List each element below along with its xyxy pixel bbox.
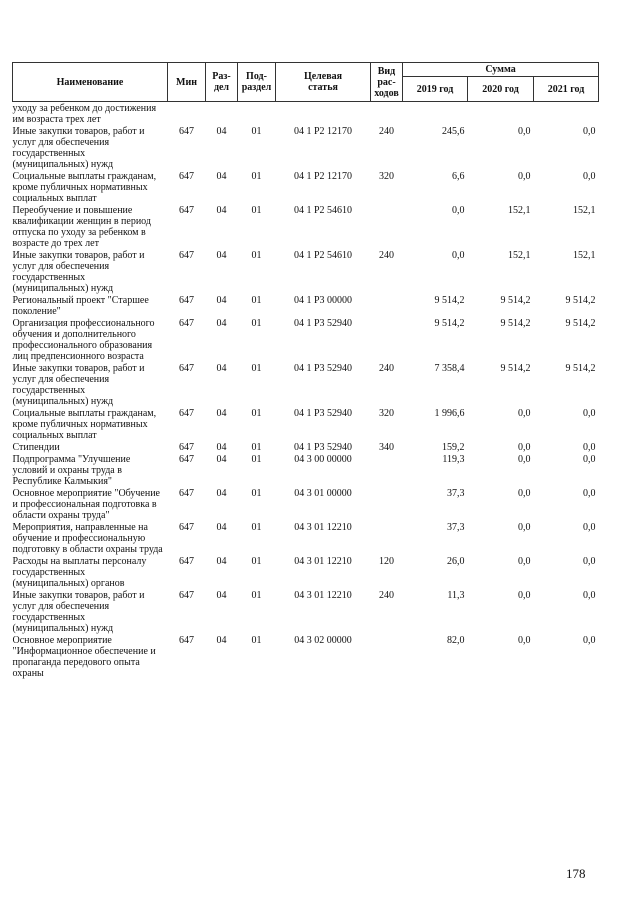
table-row — [13, 590, 599, 635]
cell-sum-2019: 245,6 — [442, 126, 465, 137]
table-row — [13, 363, 599, 408]
cell-vid-rashodov: 320 — [379, 408, 394, 419]
cell-razdel: 04 — [216, 454, 227, 465]
table-row — [13, 318, 599, 363]
cell-name: Иные закупки товаров, работ и услуг для обеспечения государственных (муниципальных) нужд — [12, 590, 145, 634]
header-vid-rashodov: Вид рас- ходов — [371, 63, 403, 102]
cell-name: Мероприятия, направленные на обучение и профессиональную подготовку в области охраны труда — [12, 522, 163, 555]
cell-min: 647 — [179, 408, 194, 419]
cell-name: Региональный проект "Старшее поколение" — [12, 295, 149, 317]
cell-sum-2019: 37,3 — [447, 522, 465, 533]
cell-podrazdel: 01 — [251, 171, 262, 182]
cell-razdel: 04 — [216, 363, 227, 374]
header-year-2019: 2019 год — [403, 77, 468, 102]
cell-sum-2020: 0,0 — [518, 488, 531, 499]
cell-name: Основное мероприятие "Информационное обеспечение и пропаганда передового опыта охраны — [12, 635, 156, 679]
cell-celevaya-statya: 04 3 00 00000 — [294, 454, 352, 465]
cell-min: 647 — [179, 488, 194, 499]
header-name: Наименование — [13, 63, 168, 102]
cell-sum-2021: 0,0 — [583, 408, 596, 419]
cell-sum-2019: 0,0 — [452, 205, 465, 216]
cell-vid-rashodov — [371, 295, 403, 318]
cell-celevaya-statya: 04 3 02 00000 — [294, 635, 352, 646]
cell-min: 647 — [179, 295, 194, 306]
cell-min: 647 — [179, 126, 194, 137]
cell-celevaya-statya: 04 1 Р2 54610 — [293, 205, 353, 216]
cell-sum-2020: 152,1 — [508, 250, 531, 261]
cell-name: Основное мероприятие "Обучение и профессиональная подготовка в области охраны труда" — [12, 488, 160, 521]
cell-podrazdel: 01 — [251, 205, 262, 216]
cell-razdel: 04 — [216, 318, 227, 329]
cell-vid-rashodov — [371, 488, 403, 522]
header-podrazdel: Под- раздел — [238, 63, 276, 102]
cell-vid-rashodov: 240 — [379, 126, 394, 137]
cell-name: уходу за ребенком до достижения им возраста трех лет — [12, 103, 157, 125]
cell-sum-2020: 0,0 — [518, 522, 531, 533]
cell-sum-2020: 9 514,2 — [500, 363, 531, 374]
cell-sum-2020: 0,0 — [518, 556, 531, 567]
cell-sum-2020: 0,0 — [518, 442, 531, 453]
cell-celevaya-statya: 04 3 01 12210 — [294, 590, 352, 601]
cell-sum-2021: 9 514,2 — [565, 295, 596, 306]
cell-celevaya-statya: 04 1 Р2 12170 — [293, 126, 353, 137]
cell-vid-rashodov — [371, 454, 403, 488]
cell-min: 647 — [179, 454, 194, 465]
cell-podrazdel — [238, 102, 276, 127]
cell-sum-2019: 0,0 — [452, 250, 465, 261]
cell-sum-2021: 0,0 — [583, 635, 596, 646]
cell-sum-2020: 152,1 — [508, 205, 531, 216]
cell-sum-2020: 9 514,2 — [500, 318, 531, 329]
cell-sum-2021: 9 514,2 — [565, 363, 596, 374]
cell-celevaya-statya — [276, 102, 371, 127]
cell-vid-rashodov: 240 — [379, 590, 394, 601]
cell-min: 647 — [179, 205, 194, 216]
cell-vid-rashodov — [371, 318, 403, 363]
header-celevaya-statya: Целевая статья — [276, 63, 371, 102]
cell-celevaya-statya: 04 3 01 12210 — [294, 556, 352, 567]
cell-sum-2020: 0,0 — [518, 408, 531, 419]
cell-vid-rashodov: 240 — [379, 363, 394, 374]
cell-celevaya-statya: 04 1 Р2 54610 — [293, 250, 353, 261]
cell-min: 647 — [179, 442, 194, 453]
cell-name: Подпрограмма "Улучшение условий и охраны труда в Республике Калмыкия" — [12, 454, 131, 487]
cell-sum-2021: 0,0 — [583, 590, 596, 601]
cell-min: 647 — [179, 590, 194, 601]
cell-min — [168, 102, 206, 127]
cell-sum-2021: 152,1 — [573, 205, 596, 216]
cell-razdel: 04 — [216, 408, 227, 419]
cell-sum-2021: 0,0 — [583, 126, 596, 137]
cell-sum-2021: 0,0 — [583, 556, 596, 567]
cell-sum-2019: 26,0 — [447, 556, 465, 567]
cell-sum-2019: 9 514,2 — [434, 318, 465, 329]
cell-name: Иные закупки товаров, работ и услуг для обеспечения государственных (муниципальных) нужд — [12, 363, 145, 407]
cell-name: Социальные выплаты гражданам, кроме публичных нормативных социальных выплат — [12, 408, 157, 441]
table-row — [13, 250, 599, 295]
cell-celevaya-statya: 04 3 01 12210 — [294, 522, 352, 533]
cell-podrazdel: 01 — [251, 295, 262, 306]
cell-sum-2019: 119,3 — [442, 454, 465, 465]
cell-celevaya-statya: 04 1 Р2 12170 — [293, 171, 353, 182]
cell-sum-2020: 9 514,2 — [500, 295, 531, 306]
cell-razdel: 04 — [216, 488, 227, 499]
cell-celevaya-statya: 04 3 01 00000 — [294, 488, 352, 499]
cell-celevaya-statya: 04 1 Р3 00000 — [293, 295, 353, 306]
cell-vid-rashodov — [371, 102, 403, 127]
cell-sum-2021: 0,0 — [583, 442, 596, 453]
table-row — [13, 442, 599, 454]
cell-podrazdel: 01 — [251, 442, 262, 453]
cell-razdel: 04 — [216, 171, 227, 182]
header-min: Мин — [168, 63, 206, 102]
cell-razdel — [206, 102, 238, 127]
cell-min: 647 — [179, 318, 194, 329]
cell-razdel: 04 — [216, 205, 227, 216]
cell-razdel: 04 — [216, 635, 227, 646]
cell-sum-2021: 9 514,2 — [565, 318, 596, 329]
cell-sum-2019: 159,2 — [442, 442, 465, 453]
table-row — [13, 295, 599, 318]
cell-min: 647 — [179, 171, 194, 182]
cell-sum-2021: 152,1 — [573, 250, 596, 261]
cell-razdel: 04 — [216, 295, 227, 306]
cell-sum-2019: 82,0 — [447, 635, 465, 646]
cell-podrazdel: 01 — [251, 318, 262, 329]
cell-sum-2019: 11,3 — [447, 590, 465, 601]
table-row — [13, 126, 599, 171]
table-row — [13, 171, 599, 205]
budget-table — [12, 62, 599, 680]
cell-min: 647 — [179, 250, 194, 261]
table-row — [13, 408, 599, 442]
cell-razdel: 04 — [216, 126, 227, 137]
cell-sum-2020: 0,0 — [518, 635, 531, 646]
cell-name: Переобучение и повышение квалификации женщин в период отпуска по уходу за ребенком в возрасте до трех лет — [12, 205, 151, 249]
cell-podrazdel: 01 — [251, 590, 262, 601]
cell-razdel: 04 — [216, 250, 227, 261]
table-row — [13, 556, 599, 590]
table-row — [13, 522, 599, 556]
cell-podrazdel: 01 — [251, 363, 262, 374]
cell-podrazdel: 01 — [251, 454, 262, 465]
cell-sum-2019: 7 358,4 — [434, 363, 465, 374]
header-year-2021: 2021 год — [534, 77, 599, 102]
cell-razdel: 04 — [216, 556, 227, 567]
cell-razdel: 04 — [216, 442, 227, 453]
budget-table-page — [12, 62, 598, 680]
cell-sum-2019 — [403, 102, 468, 127]
cell-vid-rashodov: 320 — [379, 171, 394, 182]
cell-podrazdel: 01 — [251, 522, 262, 533]
table-row — [13, 205, 599, 250]
table-row — [13, 102, 599, 127]
cell-celevaya-statya: 04 1 Р3 52940 — [293, 408, 353, 419]
cell-min: 647 — [179, 635, 194, 646]
cell-name: Организация профессионального обучения и дополнительного профессионального образования лиц предпенсионного возраста — [12, 318, 155, 362]
cell-vid-rashodov — [371, 635, 403, 680]
cell-sum-2020: 0,0 — [518, 590, 531, 601]
cell-name: Иные закупки товаров, работ и услуг для обеспечения государственных (муниципальных) нужд — [12, 126, 145, 170]
cell-sum-2021: 0,0 — [583, 522, 596, 533]
cell-sum-2019: 9 514,2 — [434, 295, 465, 306]
cell-sum-2019: 1 996,6 — [434, 408, 465, 419]
cell-name: Социальные выплаты гражданам, кроме публичных нормативных социальных выплат — [12, 171, 157, 204]
cell-sum-2020: 0,0 — [518, 454, 531, 465]
cell-name: Стипендии — [12, 442, 60, 453]
cell-celevaya-statya: 04 1 Р3 52940 — [293, 363, 353, 374]
cell-vid-rashodov — [371, 205, 403, 250]
cell-vid-rashodov — [371, 522, 403, 556]
table-row — [13, 635, 599, 680]
header-razdel: Раз- дел — [206, 63, 238, 102]
header-summa: Сумма — [403, 63, 599, 77]
cell-sum-2019: 6,6 — [452, 171, 465, 182]
header-year-2020: 2020 год — [468, 77, 534, 102]
cell-sum-2020: 0,0 — [518, 126, 531, 137]
cell-razdel: 04 — [216, 522, 227, 533]
cell-sum-2021: 0,0 — [583, 488, 596, 499]
cell-min: 647 — [179, 363, 194, 374]
table-row — [13, 454, 599, 488]
cell-sum-2019: 37,3 — [447, 488, 465, 499]
cell-vid-rashodov: 240 — [379, 250, 394, 261]
page-number: 178 — [566, 866, 586, 881]
cell-name: Иные закупки товаров, работ и услуг для обеспечения государственных (муниципальных) нужд — [12, 250, 145, 294]
cell-min: 647 — [179, 522, 194, 533]
cell-podrazdel: 01 — [251, 126, 262, 137]
table-header — [13, 63, 599, 102]
cell-celevaya-statya: 04 1 Р3 52940 — [293, 442, 353, 453]
cell-podrazdel: 01 — [251, 556, 262, 567]
cell-name: Расходы на выплаты персоналу государственных (муниципальных) органов — [12, 556, 147, 589]
table-row — [13, 488, 599, 522]
cell-min: 647 — [179, 556, 194, 567]
cell-vid-rashodov: 120 — [379, 556, 394, 567]
cell-sum-2020 — [468, 102, 534, 127]
cell-sum-2020: 0,0 — [518, 171, 531, 182]
cell-celevaya-statya: 04 1 Р3 52940 — [293, 318, 353, 329]
cell-sum-2021: 0,0 — [583, 454, 596, 465]
cell-podrazdel: 01 — [251, 488, 262, 499]
cell-sum-2021 — [534, 102, 599, 127]
cell-podrazdel: 01 — [251, 408, 262, 419]
cell-podrazdel: 01 — [251, 635, 262, 646]
cell-vid-rashodov: 340 — [379, 442, 394, 453]
cell-podrazdel: 01 — [251, 250, 262, 261]
table-body — [13, 102, 599, 681]
cell-sum-2021: 0,0 — [583, 171, 596, 182]
cell-razdel: 04 — [216, 590, 227, 601]
